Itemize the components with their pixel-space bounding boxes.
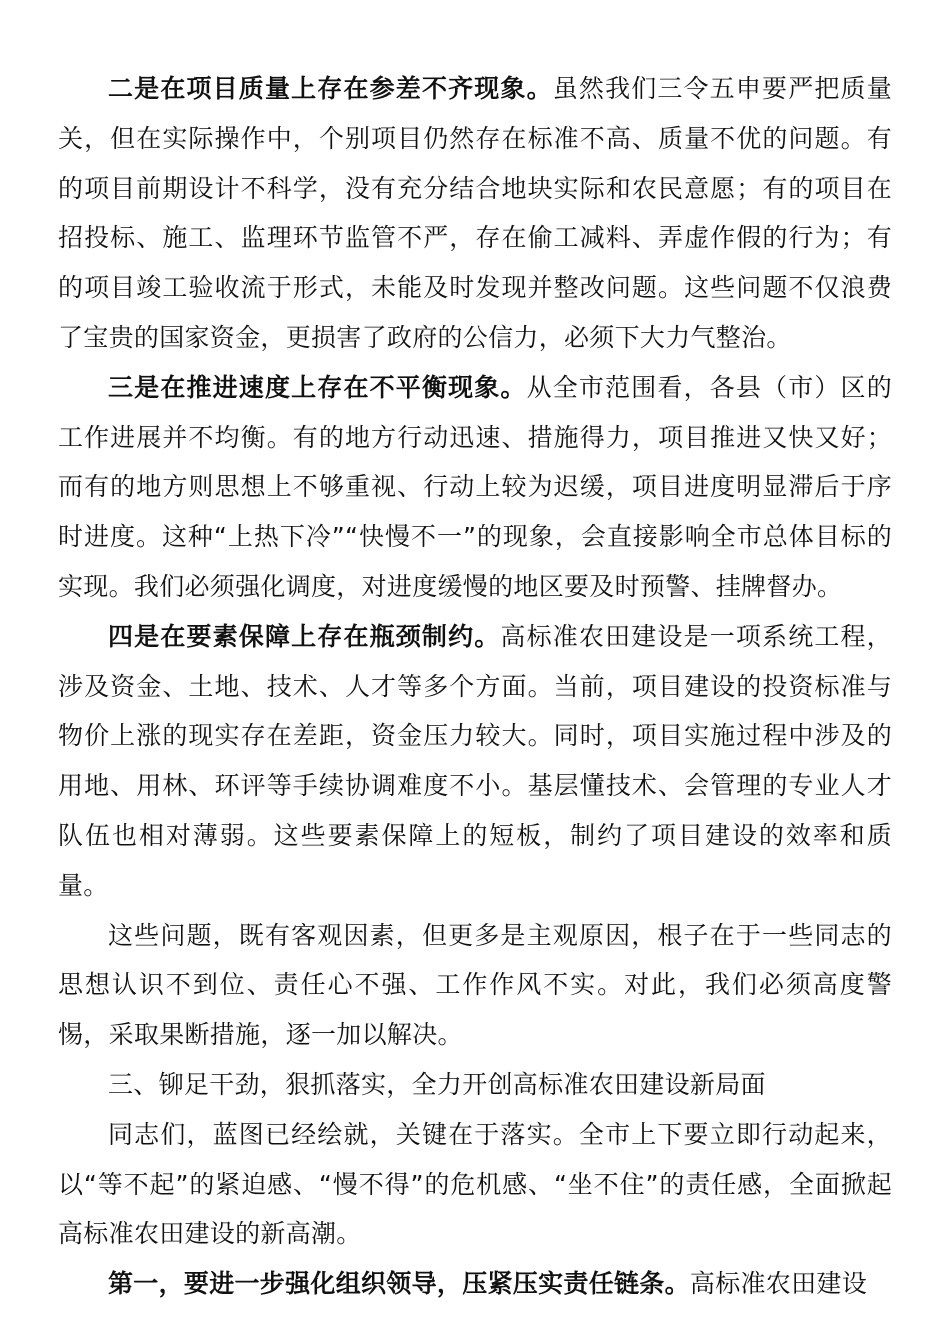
paragraph-body: 高标准农田建设是一项系统工程，涉及资金、土地、技术、人才等多个方面。当前，项目建设的投资标准与物价上涨的现实存在差距，资金压力较大。同时，项目实施过程中涉及的用地、用林、环评等手续协调难度不小。基层懂技术、会管理的专业人才队伍也相对薄弱。这些要素保障上的短板，制约了项目建设的效率和质量。 [58,621,892,900]
paragraph-root-causes [58,911,892,1060]
paragraph-progress-speed [58,363,892,612]
paragraph-body: 从全市范围看，各县（市）区的工作进展并不均衡。有的地方行动迅速、措施得力，项目推进又快又好；而有的地方则思想上不够重视、行动上较为迟缓，项目进度明显滞后于序时进度。这种“上热下冷”“快慢不一”的现象，会直接影响全市总体目标的实现。我们必须强化调度，对进度缓慢的地区要及时预警、挂牌督办。 [58,372,892,601]
section-heading: 三、铆足干劲，狠抓落实，全力开创高标准农田建设新局面 [108,1069,766,1099]
paragraph-lead: 三是在推进速度上存在不平衡现象。 [108,372,527,402]
paragraph-lead: 第一，要进一步强化组织领导，压紧压实责任链条。 [108,1269,690,1299]
document-page [58,64,892,1309]
paragraph-body: 同志们，蓝图已经绘就，关键在于落实。全市上下要立即行动起来，以“等不起”的紧迫感、“慢不得”的危机感、“坐不住”的责任感，全面掀起高标准农田建设的新高潮。 [58,1119,892,1249]
paragraph-factor-support [58,612,892,911]
paragraph-body: 高标准农田建设 [689,1269,868,1299]
paragraph-lead: 四是在要素保障上存在瓶颈制约。 [108,621,501,651]
paragraph-body: 虽然我们三令五申要严把质量关，但在实际操作中，个别项目仍然存在标准不高、质量不优的问题。有的项目前期设计不科学，没有充分结合地块实际和农民意愿；有的项目在招投标、施工、监理环节监管不严，存在偷工减料、弄虚作假的行为；有的项目竣工验收流于形式，未能及时发现并整改问题。这些问题不仅浪费了宝贵的国家资金，更损害了政府的公信力，必须下大力气整治。 [58,74,892,352]
paragraph-lead: 二是在项目质量上存在参差不齐现象。 [108,74,553,103]
paragraph-project-quality [58,64,892,363]
paragraph-body: 这些问题，既有客观因素，但更多是主观原因，根子在于一些同志的思想认识不到位、责任心不强、工作作风不实。对此，我们必须高度警惕，采取果断措施，逐一加以解决。 [58,920,892,1050]
paragraph-first-measure [58,1259,892,1309]
paragraph-call-to-action [58,1110,892,1259]
